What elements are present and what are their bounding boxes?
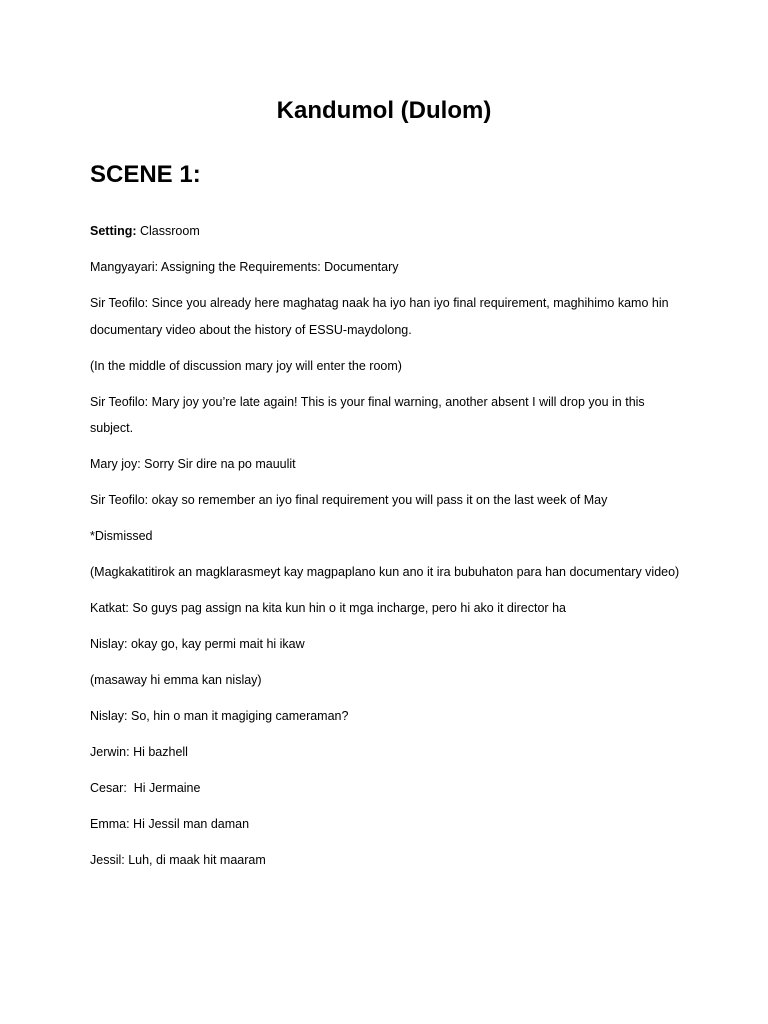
- script-line: Mangyayari: Assigning the Requirements: Documentary: [90, 260, 399, 274]
- script-body: [90, 218, 685, 883]
- script-line: Nislay: okay go, kay permi mait hi ikaw: [90, 637, 305, 651]
- scene-heading: SCENE 1:: [90, 161, 201, 188]
- script-line: (masaway hi emma kan nislay): [90, 673, 262, 687]
- setting-line: [90, 218, 685, 245]
- setting-value: Classroom: [136, 224, 200, 238]
- script-line: Mary joy: Sorry Sir dire na po mauulit: [90, 457, 296, 471]
- script-line: (Magkakatitirok an magklarasmeyt kay magpaplano kun ano it ira bubuhaton para han documentary video): [90, 565, 680, 579]
- script-line: Nislay: So, hin o man it magiging cameraman?: [90, 709, 349, 723]
- script-line: *Dismissed: [90, 529, 153, 543]
- script-line: (In the middle of discussion mary joy will enter the room): [90, 358, 402, 373]
- script-line: Jessil: Luh, di maak hit maaram: [90, 853, 266, 867]
- document-title: Kandumol (Dulom): [276, 97, 492, 124]
- script-line: Sir Teofilo: Since you already here maghatag naak ha iyo han iyo final requirement, maghihimo kamo hin documentary video about the history of ESSU-maydolong.: [90, 296, 669, 337]
- script-line: Jerwin: Hi bazhell: [90, 745, 188, 759]
- script-line: Emma: Hi Jessil man daman: [90, 817, 250, 831]
- script-line: Katkat: So guys pag assign na kita kun hin o it mga incharge, pero hi ako it director ha: [90, 601, 566, 615]
- script-line: Sir Teofilo: okay so remember an iyo final requirement you will pass it on the last week of May: [90, 493, 608, 507]
- setting-label: Setting:: [90, 224, 137, 238]
- script-line: Cesar: Hi Jermaine: [90, 781, 201, 795]
- script-line: Sir Teofilo: Mary joy you’re late again! This is your final warning, another absent I will drop you in this subject.: [90, 394, 645, 435]
